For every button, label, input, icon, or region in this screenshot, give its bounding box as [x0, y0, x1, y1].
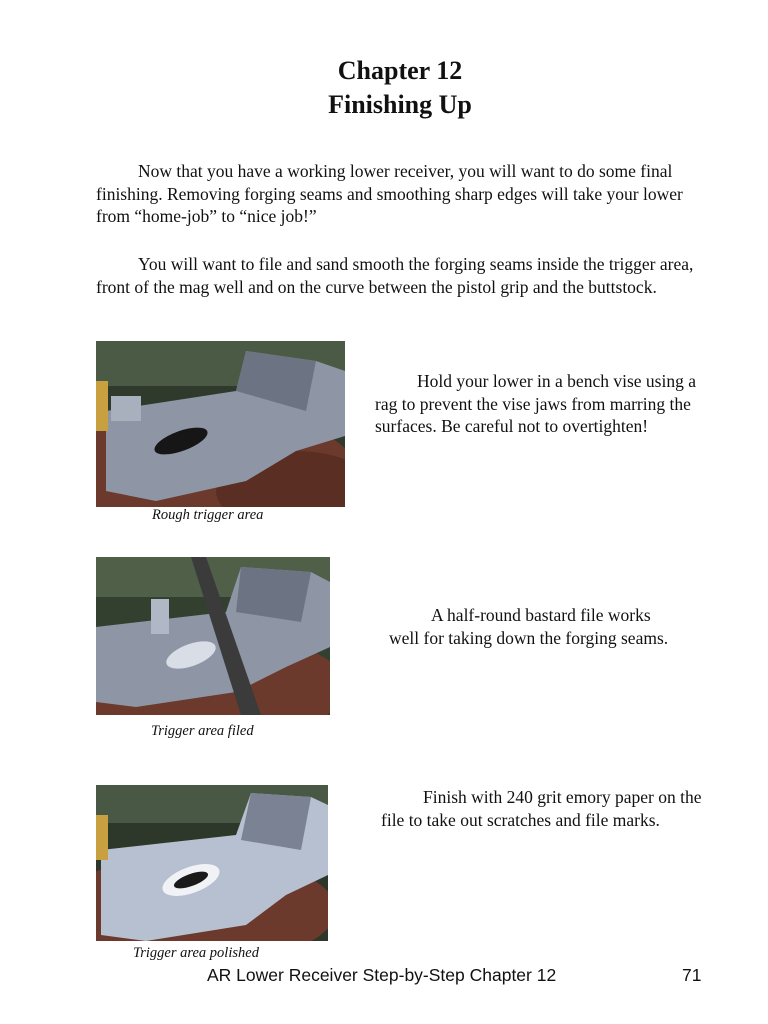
step-1-text: Hold your lower in a bench vise using a rag to prevent the vise jaws from marring the surfaces. Be careful not to overtighten!	[375, 371, 696, 436]
photo-trigger-area-polished	[96, 785, 328, 941]
photo-rough-trigger-area	[96, 341, 345, 507]
step-3-text: Finish with 240 grit emory paper on the file to take out scratches and file marks.	[381, 787, 702, 830]
caption-trigger-area-polished: Trigger area polished	[133, 945, 259, 961]
chapter-title: Finishing Up	[328, 90, 472, 119]
caption-rough-trigger-area: Rough trigger area	[152, 507, 264, 523]
caption-trigger-area-filed: Trigger area filed	[151, 723, 254, 739]
intro-paragraph-2: You will want to file and sand smooth the forging seams inside the trigger area, front of the mag well and on the curve between the pistol grip and the buttstock.	[96, 254, 694, 297]
photo-trigger-area-filed	[96, 557, 330, 715]
page-number: 71	[682, 965, 702, 985]
step-2-text: A half-round bastard file works well for taking down the forging seams.	[389, 605, 669, 648]
footer-title: AR Lower Receiver Step-by-Step Chapter 12	[207, 965, 557, 985]
chapter-number: Chapter 12	[337, 56, 463, 85]
intro-paragraph-1: Now that you have a working lower receiver, you will want to do some final finishing. Removing forging seams and smoothing sharp edges will take your lower from “home-job” to “nice job!”	[96, 161, 683, 226]
